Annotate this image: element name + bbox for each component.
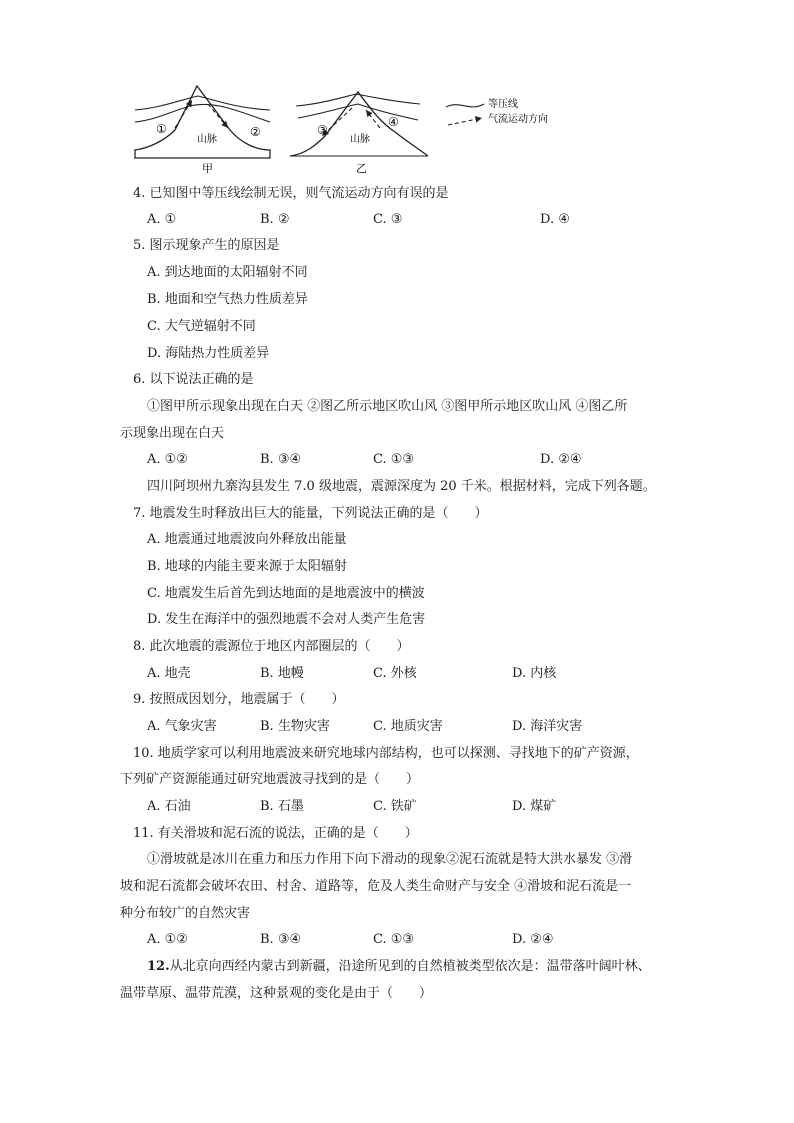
q7-option-d: D. 发生在海洋中的强烈地震不会对人类产生危害	[147, 612, 426, 627]
q11-option-d: D. ②④	[512, 932, 554, 947]
legend-isobar: 等压线	[488, 99, 518, 110]
right-mountain-label: 山脉	[350, 134, 370, 145]
q9-option-c: C. 地质灾害	[373, 719, 443, 734]
q9-option-a: A. 气象灾害	[147, 719, 217, 734]
q5-option-d: D. 海陆热力性质差异	[147, 346, 270, 361]
q7-option-a: A. 地震通过地震波向外释放出能量	[147, 532, 347, 547]
q11-option-a: A. ①②	[147, 932, 188, 947]
q4-option-d: D. ④	[540, 212, 570, 227]
q9-stem: 9. 按照成因划分，地震属于（ ）	[133, 692, 345, 707]
figure-jia	[135, 86, 270, 175]
q10-stem-line1: 10. 地质学家可以利用地震波来研究地球内部结构，也可以探测、寻找地下的矿产资源，	[133, 746, 639, 761]
q9-option-b: B. 生物灾害	[260, 719, 330, 734]
q8-stem: 8. 此次地震的震源位于地区内部圈层的（ ）	[133, 639, 410, 654]
q6-statement-line2: 示现象出现在白天	[120, 426, 225, 441]
left-caption: 甲	[202, 162, 213, 175]
q7-option-c: C. 地震发生后首先到达地面的是地震波中的横波	[147, 586, 425, 601]
legend-airflow: 气流运动方向	[488, 114, 548, 125]
q12-stem-line2: 温带草原、温带荒漠，这种景观的变化是由于（ ）	[120, 986, 433, 1001]
q9-option-d: D. 海洋灾害	[512, 719, 583, 734]
q6-option-c: C. ①③	[373, 452, 415, 467]
q10-option-d: D. 煤矿	[512, 799, 557, 814]
mark-2: ②	[250, 125, 261, 139]
q11-option-b: B. ③④	[260, 932, 302, 947]
q12-stem-line1	[147, 959, 651, 975]
q5-stem: 5. 图示现象产生的原因是	[133, 238, 280, 253]
q8-option-d: D. 内核	[512, 666, 557, 681]
q4-option-a: A. ①	[147, 212, 177, 227]
mark-3: ③	[317, 123, 328, 137]
q10-stem-line2: 下列矿产资源能通过研究地震波寻找到的是（ ）	[120, 772, 420, 787]
q11-statement-line2: 坡和泥石流都会破坏农田、村舍、道路等，危及人类生命财产与安全 ④滑坡和泥石流是一	[120, 879, 632, 894]
q5-option-c: C. 大气逆辐射不同	[147, 319, 256, 334]
q6-option-a: A. ①②	[147, 452, 188, 467]
q11-option-c: C. ①③	[373, 932, 415, 947]
q12-number: 12.	[147, 959, 170, 974]
q4-stem: 4. 已知图中等压线绘制无误，则气流运动方向有误的是	[133, 186, 449, 201]
material-text: 四川阿坝州九寨沟县发生 7.0 级地震，震源深度为 20 千米。根据材料，完成下列各题。	[147, 479, 656, 494]
q4-option-b: B. ②	[260, 212, 290, 227]
q6-stem: 6. 以下说法正确的是	[133, 372, 254, 387]
q6-statement-line1: ①图甲所示现象出现在白天 ②图乙所示地区吹山风 ③图甲所示地区吹山风 ④图乙所	[147, 399, 628, 414]
q6-option-b: B. ③④	[260, 452, 302, 467]
q10-option-c: C. 铁矿	[373, 799, 417, 814]
q8-option-c: C. 外核	[373, 666, 417, 681]
q11-stem: 11. 有关滑坡和泥石流的说法，正确的是（ ）	[133, 826, 418, 841]
q5-option-a: A. 到达地面的太阳辐射不同	[147, 265, 308, 280]
left-mountain-label: 山脉	[197, 134, 217, 145]
q12-stem-text: 从北京向西经内蒙古到新疆，沿途所见到的自然植被类型依次是：温带落叶阔叶林、	[169, 959, 651, 974]
q5-option-b: B. 地面和空气热力性质差异	[147, 292, 308, 307]
q8-option-b: B. 地幔	[260, 666, 304, 681]
q11-statement-line1: ①滑坡就是冰川在重力和压力作用下向下滑动的现象②泥石流就是特大洪水暴发 ③滑	[147, 852, 633, 867]
q7-stem: 7. 地震发生时释放出巨大的能量，下列说法正确的是（ ）	[133, 506, 488, 521]
mark-1: ①	[156, 122, 167, 136]
right-caption: 乙	[356, 162, 367, 175]
q11-statement-line3: 种分布较广的自然灾害	[120, 906, 251, 921]
q10-option-b: B. 石墨	[260, 799, 304, 814]
q8-option-a: A. 地壳	[147, 666, 191, 681]
q10-option-a: A. 石油	[147, 799, 191, 814]
q4-option-c: C. ③	[373, 212, 403, 227]
figure-yi	[290, 92, 428, 175]
figure-legend	[446, 97, 548, 125]
q7-option-b: B. 地球的内能主要来源于太阳辐射	[147, 559, 347, 574]
mark-4: ④	[388, 115, 399, 129]
q6-option-d: D. ②④	[540, 452, 582, 467]
mountain-valley-wind-figure	[0, 0, 794, 180]
